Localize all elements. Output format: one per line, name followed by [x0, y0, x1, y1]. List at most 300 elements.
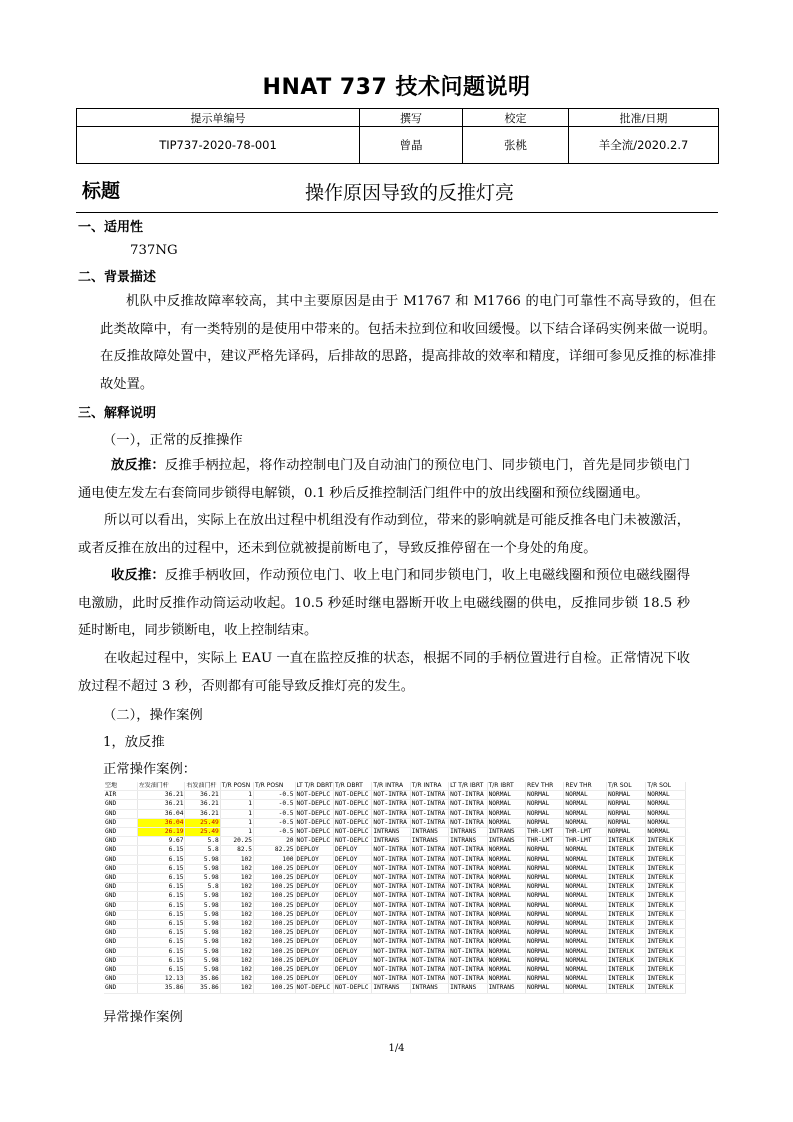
table-cell: INTERLK — [646, 901, 686, 910]
table-cell: 102 — [220, 956, 253, 965]
table-cell: 6.15 — [137, 883, 185, 892]
table-cell: 6.15 — [137, 864, 185, 873]
table-cell: NOT-INTRA — [410, 874, 448, 883]
table-cell: GND — [104, 818, 137, 827]
table-header-cell: T/R INTRA — [410, 782, 448, 791]
table-cell: INTERLK — [646, 920, 686, 929]
table-cell: GND — [104, 855, 137, 864]
table-cell: NORMAL — [525, 956, 563, 965]
table-cell: -0.5 — [254, 809, 296, 818]
table-cell: DEPLOY — [295, 855, 333, 864]
table-cell: NORMAL — [487, 809, 525, 818]
table-cell: 100.25 — [254, 956, 296, 965]
table-cell: NOT-INTRA — [372, 901, 410, 910]
table-cell: 5.98 — [185, 901, 220, 910]
table-cell: INTERLK — [646, 864, 686, 873]
table-row — [104, 938, 686, 947]
table-cell: NOT-INTRA — [372, 910, 410, 919]
table-cell: 102 — [220, 929, 253, 938]
table-cell: 6.15 — [137, 929, 185, 938]
subsection-normal-operation: （一），正常的反推操作 — [103, 433, 243, 448]
table-cell: NOT-INTRA — [372, 855, 410, 864]
table-cell: NORMAL — [564, 883, 607, 892]
table-cell: NORMAL — [564, 966, 607, 975]
table-cell: NORMAL — [606, 791, 645, 800]
table-cell: AIR — [104, 791, 137, 800]
table-cell: NOT-INTRA — [449, 938, 487, 947]
table-cell: NORMAL — [487, 892, 525, 901]
table-cell: 12.13 — [137, 975, 185, 984]
table-cell: NORMAL — [487, 938, 525, 947]
table-cell: NORMAL — [487, 855, 525, 864]
table-cell: DEPLOY — [333, 892, 371, 901]
table-cell: 100.25 — [254, 920, 296, 929]
table-cell: NOT-INTRA — [449, 929, 487, 938]
table-row — [104, 874, 686, 883]
table-cell: DEPLOY — [333, 920, 371, 929]
table-cell: NORMAL — [606, 800, 645, 809]
table-cell: NOT-DEPLC — [295, 828, 333, 837]
table-cell: NOT-INTRA — [410, 956, 448, 965]
table-cell: 82.5 — [220, 846, 253, 855]
table-cell: DEPLOY — [333, 938, 371, 947]
table-cell: 25.49 — [185, 828, 220, 837]
table-cell: NOT-INTRA — [449, 874, 487, 883]
table-cell: 6.15 — [137, 966, 185, 975]
table-row — [104, 864, 686, 873]
case-deploy-heading: 1，放反推 — [103, 735, 165, 750]
table-cell: DEPLOY — [333, 910, 371, 919]
table-header-cell: T/R SOL — [606, 782, 645, 791]
table-cell: NORMAL — [487, 874, 525, 883]
table-cell: NORMAL — [646, 791, 686, 800]
table-cell: NOT-INTRA — [449, 920, 487, 929]
table-cell: INTERLK — [606, 938, 645, 947]
table-cell: NORMAL — [606, 809, 645, 818]
table-cell: NOT-INTRA — [449, 901, 487, 910]
table-cell: GND — [104, 828, 137, 837]
table-cell: NOT-DEPLC — [295, 984, 333, 993]
table-cell: INTERLK — [646, 975, 686, 984]
table-cell: INTERLK — [646, 966, 686, 975]
table-cell: 36.21 — [137, 800, 185, 809]
table-cell: INTERLK — [646, 874, 686, 883]
table-cell: INTERLK — [606, 975, 645, 984]
table-cell: NORMAL — [525, 883, 563, 892]
table-cell: NORMAL — [525, 910, 563, 919]
table-cell: 36.21 — [185, 800, 220, 809]
table-cell: 102 — [220, 938, 253, 947]
meta-author: 曾晶 — [360, 127, 463, 164]
table-cell: 26.19 — [137, 828, 185, 837]
table-cell: 5.8 — [185, 883, 220, 892]
table-cell: 6.15 — [137, 874, 185, 883]
section-applicability-heading: 一、适用性 — [78, 220, 144, 235]
table-cell: -0.5 — [254, 818, 296, 827]
table-cell: 102 — [220, 984, 253, 993]
table-cell: 35.86 — [137, 984, 185, 993]
meta-header-checker: 校定 — [463, 109, 569, 127]
table-cell: INTERLK — [606, 883, 645, 892]
section-explanation-heading: 三、解释说明 — [78, 406, 157, 421]
table-cell: DEPLOY — [333, 975, 371, 984]
table-cell: DEPLOY — [333, 855, 371, 864]
table-cell: NOT-INTRA — [449, 809, 487, 818]
table-cell: NOT-INTRA — [372, 920, 410, 929]
table-row — [104, 984, 686, 993]
table-cell: NOT-INTRA — [372, 929, 410, 938]
table-cell: GND — [104, 874, 137, 883]
table-cell: NORMAL — [525, 818, 563, 827]
table-cell: NORMAL — [525, 855, 563, 864]
table-row — [104, 883, 686, 892]
table-cell: NOT-INTRA — [410, 929, 448, 938]
table-cell: GND — [104, 800, 137, 809]
table-cell: NOT-INTRA — [449, 864, 487, 873]
table-header-cell: LT T/R DBRT — [296, 782, 333, 789]
table-cell: 5.98 — [185, 892, 220, 901]
table-cell: 100.25 — [254, 883, 296, 892]
meta-header-author: 撰写 — [360, 109, 463, 127]
table-cell: NORMAL — [564, 956, 607, 965]
subject-title: 操作原因导致的反推灯亮 — [305, 182, 515, 204]
stow-paragraph — [78, 562, 690, 645]
table-cell: 5.98 — [185, 855, 220, 864]
table-cell: NORMAL — [487, 901, 525, 910]
table-cell: NOT-INTRA — [410, 800, 448, 809]
table-cell: NORMAL — [487, 929, 525, 938]
table-row — [104, 910, 686, 919]
table-cell: 100.25 — [254, 901, 296, 910]
table-row — [104, 966, 686, 975]
table-cell: DEPLOY — [333, 901, 371, 910]
table-cell: 102 — [220, 975, 253, 984]
table-cell: NORMAL — [487, 818, 525, 827]
table-cell: INTERLK — [646, 837, 686, 846]
table-cell: NORMAL — [564, 920, 607, 929]
table-cell: NOT-DEPLC — [295, 837, 333, 846]
table-cell: 102 — [220, 910, 253, 919]
table-cell: NORMAL — [525, 800, 563, 809]
table-cell: NOT-INTRA — [410, 938, 448, 947]
meta-checker: 张桃 — [463, 127, 569, 164]
table-cell: 102 — [220, 855, 253, 864]
table-row — [104, 809, 686, 818]
table-cell: GND — [104, 846, 137, 855]
subject-label: 标题 — [82, 180, 121, 202]
table-header-cell: REV THR — [525, 782, 563, 791]
table-cell: DEPLOY — [295, 892, 333, 901]
table-cell: INTERLK — [606, 837, 645, 846]
meta-approval: 羊全流/2020.2.7 — [569, 127, 719, 164]
table-cell: NOT-INTRA — [410, 855, 448, 864]
table-cell: 1 — [220, 818, 253, 827]
table-cell: NORMAL — [525, 966, 563, 975]
table-cell: 1 — [220, 828, 253, 837]
table-cell: 100.25 — [254, 975, 296, 984]
table-cell: 5.98 — [185, 874, 220, 883]
table-cell: NOT-INTRA — [410, 818, 448, 827]
table-cell: 100.25 — [254, 864, 296, 873]
abnormal-case-label: 异常操作案例 — [103, 1010, 183, 1025]
table-cell: 6.15 — [137, 920, 185, 929]
table-cell: THR-LMT — [525, 828, 563, 837]
table-header-cell: T/R SOL — [646, 782, 686, 791]
table-cell: DEPLOY — [295, 966, 333, 975]
table-cell: INTERLK — [646, 938, 686, 947]
table-cell: NOT-INTRA — [449, 855, 487, 864]
table-cell: 5.98 — [185, 966, 220, 975]
table-cell: NOT-INTRA — [449, 800, 487, 809]
table-cell: NOT-DEPLC — [295, 809, 333, 818]
table-cell: 6.15 — [137, 910, 185, 919]
table-cell: 6.15 — [137, 892, 185, 901]
table-cell: 102 — [220, 920, 253, 929]
table-cell: DEPLOY — [333, 883, 371, 892]
table-cell: 100.25 — [254, 874, 296, 883]
table-row — [104, 929, 686, 938]
table-cell: INTERLK — [646, 984, 686, 993]
table-cell: NORMAL — [606, 828, 645, 837]
background-paragraph: 机队中反推故障率较高，其中主要原因是由于 M1767 和 M1766 的电门可靠性不高导致的，但在此类故障中，有一类特别的是使用中带来的。包括未拉到位和收回缓慢。以下结合译码实例来做一说明。在反推故障处置中，建议严格先译码，后排故的思路，提高排故的效率和精度，详细可参见反推的标准排故处置。 — [100, 294, 716, 392]
table-cell: 25.49 — [185, 818, 220, 827]
table-cell: INTERLK — [646, 929, 686, 938]
table-cell: 20.25 — [220, 837, 253, 846]
table-cell: DEPLOY — [295, 883, 333, 892]
table-cell: NORMAL — [525, 874, 563, 883]
table-cell: NORMAL — [564, 938, 607, 947]
table-cell: INTERLK — [606, 901, 645, 910]
table-cell: NORMAL — [564, 855, 607, 864]
table-cell: NORMAL — [487, 920, 525, 929]
table-cell: 6.15 — [137, 947, 185, 956]
table-cell: NOT-DEPLC — [333, 791, 371, 800]
table-cell: 36.04 — [137, 818, 185, 827]
table-cell: NORMAL — [487, 947, 525, 956]
table-cell: INTERLK — [646, 883, 686, 892]
table-cell: INTERLK — [606, 846, 645, 855]
table-cell: NOT-DEPLC — [295, 800, 333, 809]
table-cell: INTERLK — [606, 929, 645, 938]
document-title: HNAT 737 技术问题说明 — [262, 75, 531, 100]
table-cell: NORMAL — [525, 975, 563, 984]
document-meta-table — [76, 108, 719, 164]
table-cell: NORMAL — [487, 883, 525, 892]
table-cell: INTERLK — [606, 920, 645, 929]
table-cell: 102 — [220, 883, 253, 892]
table-cell: NORMAL — [525, 984, 563, 993]
table-row — [104, 855, 686, 864]
table-cell: GND — [104, 966, 137, 975]
table-cell: NOT-DEPLC — [295, 791, 333, 800]
table-cell: NOT-DEPLC — [333, 984, 371, 993]
table-cell: NORMAL — [525, 892, 563, 901]
table-cell: 102 — [220, 901, 253, 910]
table-header-cell: T/R INTRA — [372, 782, 410, 791]
table-cell: NORMAL — [564, 874, 607, 883]
table-cell: NOT-INTRA — [372, 966, 410, 975]
table-cell: GND — [104, 864, 137, 873]
table-cell: NORMAL — [525, 929, 563, 938]
table-cell: -0.5 — [254, 828, 296, 837]
table-cell: NORMAL — [487, 800, 525, 809]
table-row — [104, 975, 686, 984]
table-cell: INTRANS — [449, 984, 487, 993]
table-cell: INTERLK — [606, 910, 645, 919]
table-cell: NOT-DEPLC — [333, 800, 371, 809]
table-cell: DEPLOY — [295, 938, 333, 947]
table-cell: NOT-INTRA — [372, 892, 410, 901]
table-cell: DEPLOY — [295, 864, 333, 873]
stow-note-paragraph: 在收起过程中，实际上 EAU 一直在监控反推的状态，根据不同的手柄位置进行自检。正常情况下收放过程不超过 3 秒，否则都有可能导致反推灯亮的发生。 — [78, 651, 690, 694]
table-cell: DEPLOY — [295, 846, 333, 855]
table-cell: 5.98 — [185, 864, 220, 873]
table-cell: 100.25 — [254, 966, 296, 975]
table-cell: INTERLK — [646, 910, 686, 919]
table-cell: NOT-INTRA — [449, 846, 487, 855]
table-cell: NOT-INTRA — [410, 966, 448, 975]
table-cell: NOT-INTRA — [410, 892, 448, 901]
table-cell: 36.21 — [185, 791, 220, 800]
table-cell: NOT-INTRA — [410, 975, 448, 984]
table-cell: INTERLK — [646, 855, 686, 864]
table-cell: THR-LMT — [564, 828, 607, 837]
table-cell: INTERLK — [646, 846, 686, 855]
table-cell: NORMAL — [525, 791, 563, 800]
normal-case-label: 正常操作案例： — [103, 762, 197, 777]
table-cell: NORMAL — [564, 947, 607, 956]
table-cell: NOT-INTRA — [449, 947, 487, 956]
table-cell: 6.15 — [137, 938, 185, 947]
table-row — [104, 846, 686, 855]
table-cell: NOT-INTRA — [449, 966, 487, 975]
table-cell: DEPLOY — [295, 929, 333, 938]
table-cell: INTERLK — [646, 947, 686, 956]
table-cell: NOT-INTRA — [372, 800, 410, 809]
table-cell: 6.15 — [137, 846, 185, 855]
table-cell: NORMAL — [525, 938, 563, 947]
table-cell: INTRANS — [372, 828, 410, 837]
table-cell: 36.04 — [137, 809, 185, 818]
table-cell: NOT-INTRA — [410, 809, 448, 818]
table-row — [104, 791, 686, 800]
table-cell: DEPLOY — [333, 956, 371, 965]
table-cell: NOT-INTRA — [372, 947, 410, 956]
table-cell: NORMAL — [487, 791, 525, 800]
table-cell: 6.15 — [137, 956, 185, 965]
table-cell: 82.25 — [254, 846, 296, 855]
table-cell: DEPLOY — [295, 920, 333, 929]
table-row — [104, 800, 686, 809]
table-cell: NORMAL — [646, 818, 686, 827]
table-cell: NORMAL — [564, 910, 607, 919]
section-background-heading: 二、背景描述 — [78, 270, 157, 285]
table-cell: 100.25 — [254, 984, 296, 993]
table-row — [104, 901, 686, 910]
table-cell: NOT-INTRA — [449, 910, 487, 919]
table-cell: NOT-INTRA — [372, 874, 410, 883]
table-cell: NORMAL — [564, 984, 607, 993]
table-cell: INTRANS — [372, 837, 410, 846]
table-header-cell: T/R POSN — [254, 782, 296, 791]
table-cell: 35.86 — [185, 975, 220, 984]
table-cell: GND — [104, 947, 137, 956]
table-cell: INTRANS — [449, 837, 487, 846]
table-cell: GND — [104, 984, 137, 993]
table-cell: NOT-INTRA — [449, 892, 487, 901]
table-cell: NORMAL — [487, 956, 525, 965]
table-cell: 102 — [220, 874, 253, 883]
table-cell: INTRANS — [487, 828, 525, 837]
table-header-cell: 右发油门杆 — [185, 782, 220, 791]
table-cell: INTRANS — [487, 837, 525, 846]
table-cell: INTRANS — [487, 984, 525, 993]
deploy-paragraph — [78, 452, 690, 507]
table-cell: INTERLK — [606, 956, 645, 965]
table-cell: INTRANS — [372, 984, 410, 993]
table-cell: NOT-INTRA — [410, 864, 448, 873]
table-cell: 6.15 — [137, 901, 185, 910]
table-cell: 5.98 — [185, 938, 220, 947]
table-cell: NORMAL — [564, 791, 607, 800]
table-cell: NOT-DEPLC — [333, 809, 371, 818]
table-cell: NORMAL — [564, 929, 607, 938]
table-row — [104, 818, 686, 827]
table-cell: 102 — [220, 966, 253, 975]
table-cell: NORMAL — [564, 800, 607, 809]
table-cell: GND — [104, 975, 137, 984]
deploy-note-paragraph: 所以可以看出，实际上在放出过程中机组没有作动到位，带来的影响就是可能反推各电门未被激活，或者反推在放出的过程中，还未到位就被提前断电了，导致反推停留在一个身处的角度。 — [78, 513, 690, 556]
table-cell: NORMAL — [564, 818, 607, 827]
table-header-cell: REV THR — [564, 782, 607, 791]
table-cell: NOT-INTRA — [449, 791, 487, 800]
table-cell: NOT-INTRA — [372, 883, 410, 892]
table-cell: 5.98 — [185, 920, 220, 929]
table-cell: DEPLOY — [333, 846, 371, 855]
table-cell: NOT-INTRA — [449, 956, 487, 965]
table-cell: GND — [104, 901, 137, 910]
deploy-text: 反推手柄拉起，将作动控制电门及自动油门的预位电门、同步锁电门，首先是同步锁电门通电使左发左右套筒同步锁得电解锁，0.1 秒后反推控制活门组件中的放出线圈和预位线圈通电。 — [78, 458, 691, 501]
table-cell: INTERLK — [606, 984, 645, 993]
table-cell: NORMAL — [564, 892, 607, 901]
table-header-row — [104, 782, 686, 791]
table-cell: NOT-INTRA — [410, 920, 448, 929]
table-cell: NORMAL — [646, 809, 686, 818]
table-cell: GND — [104, 929, 137, 938]
table-header-cell: T/R IBRT — [487, 782, 525, 791]
table-cell: INTERLK — [606, 966, 645, 975]
table-cell: NOT-INTRA — [410, 846, 448, 855]
stow-label: 收反推： — [111, 568, 165, 583]
table-cell: INTERLK — [606, 874, 645, 883]
table-cell: INTRANS — [410, 828, 448, 837]
table-cell: 35.86 — [185, 984, 220, 993]
table-cell: NORMAL — [564, 975, 607, 984]
table-cell: 5.98 — [185, 947, 220, 956]
table-cell: NOT-INTRA — [449, 975, 487, 984]
table-cell: INTRANS — [410, 984, 448, 993]
table-cell: 100.25 — [254, 910, 296, 919]
table-cell: DEPLOY — [333, 929, 371, 938]
table-cell: NORMAL — [646, 800, 686, 809]
table-cell: 5.98 — [185, 929, 220, 938]
table-cell: NOT-INTRA — [372, 809, 410, 818]
table-cell: THR-LMT — [525, 837, 563, 846]
table-cell: INTERLK — [606, 892, 645, 901]
table-cell: 20 — [254, 837, 296, 846]
table-cell: 100.25 — [254, 929, 296, 938]
table-cell: DEPLOY — [295, 975, 333, 984]
